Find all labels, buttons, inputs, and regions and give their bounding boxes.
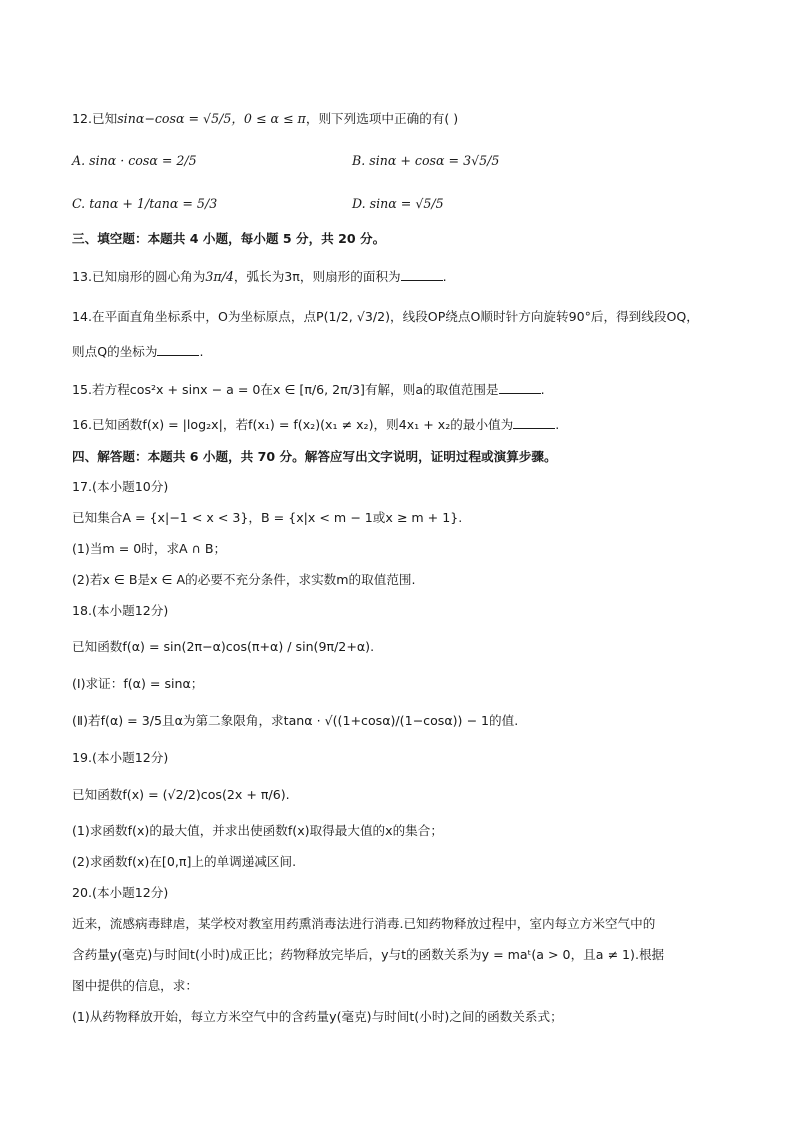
q19-line-2: (1)求函数f(x)的最大值，并求出使函数f(x)取得最大值的x的集合； [72, 823, 443, 838]
q18-title: 18.(本小题12分) [72, 603, 169, 618]
q20-para-1: 近来，流感病毒肆虐，某学校对教室用药熏消毒法进行消毒.已知药物释放过程中，室内每立方米空气中的 [72, 916, 656, 931]
section-4-heading: 四、解答题：本题共 6 小题，共 70 分。解答应写出文字说明，证明过程或演算步骤。 [72, 449, 557, 464]
q20-para-4: (1)从药物释放开始，每立方米空气中的含药量y(毫克)与时间t(小时)之间的函数关系式； [72, 1009, 563, 1024]
q20-para-2: 含药量y(毫克)与时间t(小时)成正比；药物释放完毕后，y与t的函数关系为y = maᵗ(a > 0，且a ≠ 1).根据 [72, 947, 665, 962]
q19-line-3: (2)求函数f(x)在[0,π]上的单调递减区间. [72, 854, 297, 869]
q18-line-3: (Ⅱ)若f(α) = 3/5且α为第二象限角，求tanα · √((1+cosα)/(1−cosα)) − 1的值. [72, 713, 519, 728]
section-3-heading: 三、填空题：本题共 4 小题，每小题 5 分，共 20 分。 [72, 231, 386, 246]
q12-option-b: B. sinα + cosα = 3√5/5 [352, 153, 500, 168]
q12-stem: 12.已知sinα−cosα = √5/5，0 ≤ α ≤ π，则下列选项中正确的有( ) [72, 111, 459, 126]
answer-blank [157, 343, 199, 356]
q20-para-3: 图中提供的信息，求： [72, 978, 198, 993]
q12-option-a: A. sinα · cosα = 2/5 [72, 153, 197, 168]
q12-option-d: D. sinα = √5/5 [352, 196, 444, 211]
q12-option-c: C. tanα + 1/tanα = 5/3 [72, 196, 218, 211]
q18-line-1: 已知函数f(α) = sin(2π−α)cos(π+α) / sin(9π/2+α). [72, 639, 375, 654]
q19-title: 19.(本小题12分) [72, 750, 169, 765]
answer-blank [513, 416, 555, 429]
answer-blank [401, 268, 443, 281]
q19-line-1: 已知函数f(x) = (√2/2)cos(2x + π/6). [72, 787, 290, 802]
q20-title: 20.(本小题12分) [72, 885, 169, 900]
q17-title: 17.(本小题10分) [72, 479, 169, 494]
q15: 15.若方程cos²x + sinx − a = 0在x ∈ [π/6, 2π/3]有解，则a的取值范围是 . [72, 382, 545, 397]
q17-line-3: (2)若x ∈ B是x ∈ A的必要不充分条件，求实数m的取值范围. [72, 572, 416, 587]
q14-line-1: 14.在平面直角坐标系中，O为坐标原点，点P(1/2, √3/2)，线段OP绕点O顺时针方向旋转90°后，得到线段OQ， [72, 309, 699, 324]
q16: 16.已知函数f(x) = |log₂x|，若f(x₁) = f(x₂)(x₁ ≠ x₂)，则4x₁ + x₂的最小值为 . [72, 417, 560, 432]
answer-blank [499, 381, 541, 394]
q18-line-2: (Ⅰ)求证：f(α) = sinα； [72, 676, 204, 691]
q13: 13.已知扇形的圆心角为3π/4，弧长为3π，则扇形的面积为 . [72, 269, 447, 284]
q17-line-2: (1)当m = 0时，求A ∩ B； [72, 541, 227, 556]
q14-line-2: 则点Q的坐标为 . [72, 344, 204, 359]
q17-line-1: 已知集合A = {x|−1 < x < 3}，B = {x|x < m − 1或x ≥ m + 1}. [72, 510, 463, 525]
